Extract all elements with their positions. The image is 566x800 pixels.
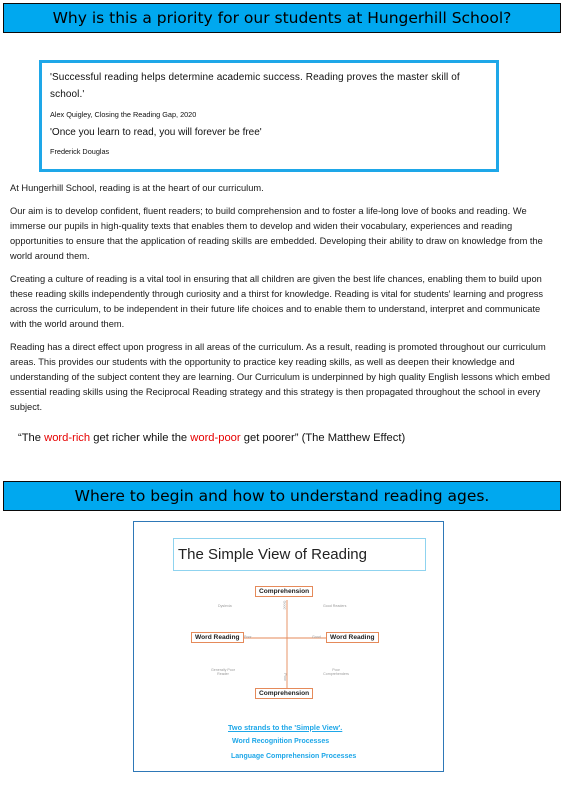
node-word-reading-right: Word Reading xyxy=(326,632,379,643)
matthew-end: get poorer” (The Matthew Effect) xyxy=(240,432,406,444)
quadrant-good-readers: Good Readers xyxy=(323,604,347,608)
body-text xyxy=(10,181,556,423)
paragraph-culture: Creating a culture of reading is a vital tool in ensuring that all children are given the best life chances, enabling them to build upon these reading skills independently through curiosity and a thirst for knowledge. Reading is vital for students' learning and progress across the curriculum, to be independent in their future life choices and to enable them to understand, interpret and communicate with the world around them. xyxy=(10,274,544,329)
quadrant-poor-comprehenders: Poor Comprehenders xyxy=(323,668,349,676)
word-poor-text: word-poor xyxy=(190,432,241,444)
node-comprehension-bottom: Comprehension xyxy=(255,688,313,699)
matthew-open: “The xyxy=(18,432,45,444)
matthew-mid: get richer while the xyxy=(90,432,191,444)
where-to-begin-banner xyxy=(3,481,561,511)
two-strands-heading: Two strands to the 'Simple View'. xyxy=(228,723,343,732)
simple-view-title: The Simple View of Reading xyxy=(178,546,367,563)
strand-word-recognition: Word Recognition Processes xyxy=(232,738,330,745)
simple-view-axes xyxy=(134,522,445,773)
label-good-right: Good xyxy=(312,635,321,639)
quote-box xyxy=(39,60,499,172)
paragraph-aim: Our aim is to develop confident, fluent readers; to build comprehension and to foster a life-long love of books and reading. We immerse our pupils in high-quality texts that enables them to develop and widen their vocabulary, experiences and reading opportunities to ensure that the application of reading skills are embedded. Developing their ability to draw on knowledge from the world around them. xyxy=(10,206,543,261)
priority-heading-banner xyxy=(3,3,561,33)
paragraph-progress: Reading has a direct effect upon progress in all areas of the curriculum. As a result, reading is promoted throughout our curriculum areas. This provides our students with the opportunity to practice key reading skills, as well as deepen their knowledge and understanding of the subject content they are learning. Our Curriculum is underpinned by high quality English lessons which embed essential reading skills using the Reciprocal Reading strategy and this strategy is then propagated throughout the school in every subject. xyxy=(10,342,551,412)
priority-heading: Why is this a priority for our students at Hungerhill School? xyxy=(52,9,512,27)
word-rich-text: word-rich xyxy=(44,432,91,444)
strand-language-comprehension: Language Comprehension Processes xyxy=(231,753,357,760)
node-word-reading-left: Word Reading xyxy=(191,632,244,643)
node-comprehension-top: Comprehension xyxy=(255,586,313,597)
paragraph-intro: At Hungerhill School, reading is at the heart of our curriculum. xyxy=(10,183,264,193)
matthew-effect-quote xyxy=(18,432,405,444)
quadrant-generally-poor-reader: Generally Poor Reader xyxy=(211,668,235,676)
label-poor-bottom: Poor xyxy=(282,673,287,681)
label-good-top: Good xyxy=(282,600,287,610)
quote-douglas-source: Frederick Douglas xyxy=(50,147,110,156)
quote-quigley-source: Alex Quigley, Closing the Reading Gap, 2020 xyxy=(50,110,197,119)
label-poor-left: Poor xyxy=(244,635,252,639)
quote-quigley: 'Successful reading helps determine academic success. Reading proves the master skill of school.' xyxy=(50,72,460,100)
quote-douglas: 'Once you learn to read, you will forever be free' xyxy=(50,127,262,138)
simple-view-of-reading-slide xyxy=(133,521,444,772)
quadrant-dyslexia: Dyslexia xyxy=(218,604,232,608)
where-to-begin-heading: Where to begin and how to understand reading ages. xyxy=(74,487,490,505)
